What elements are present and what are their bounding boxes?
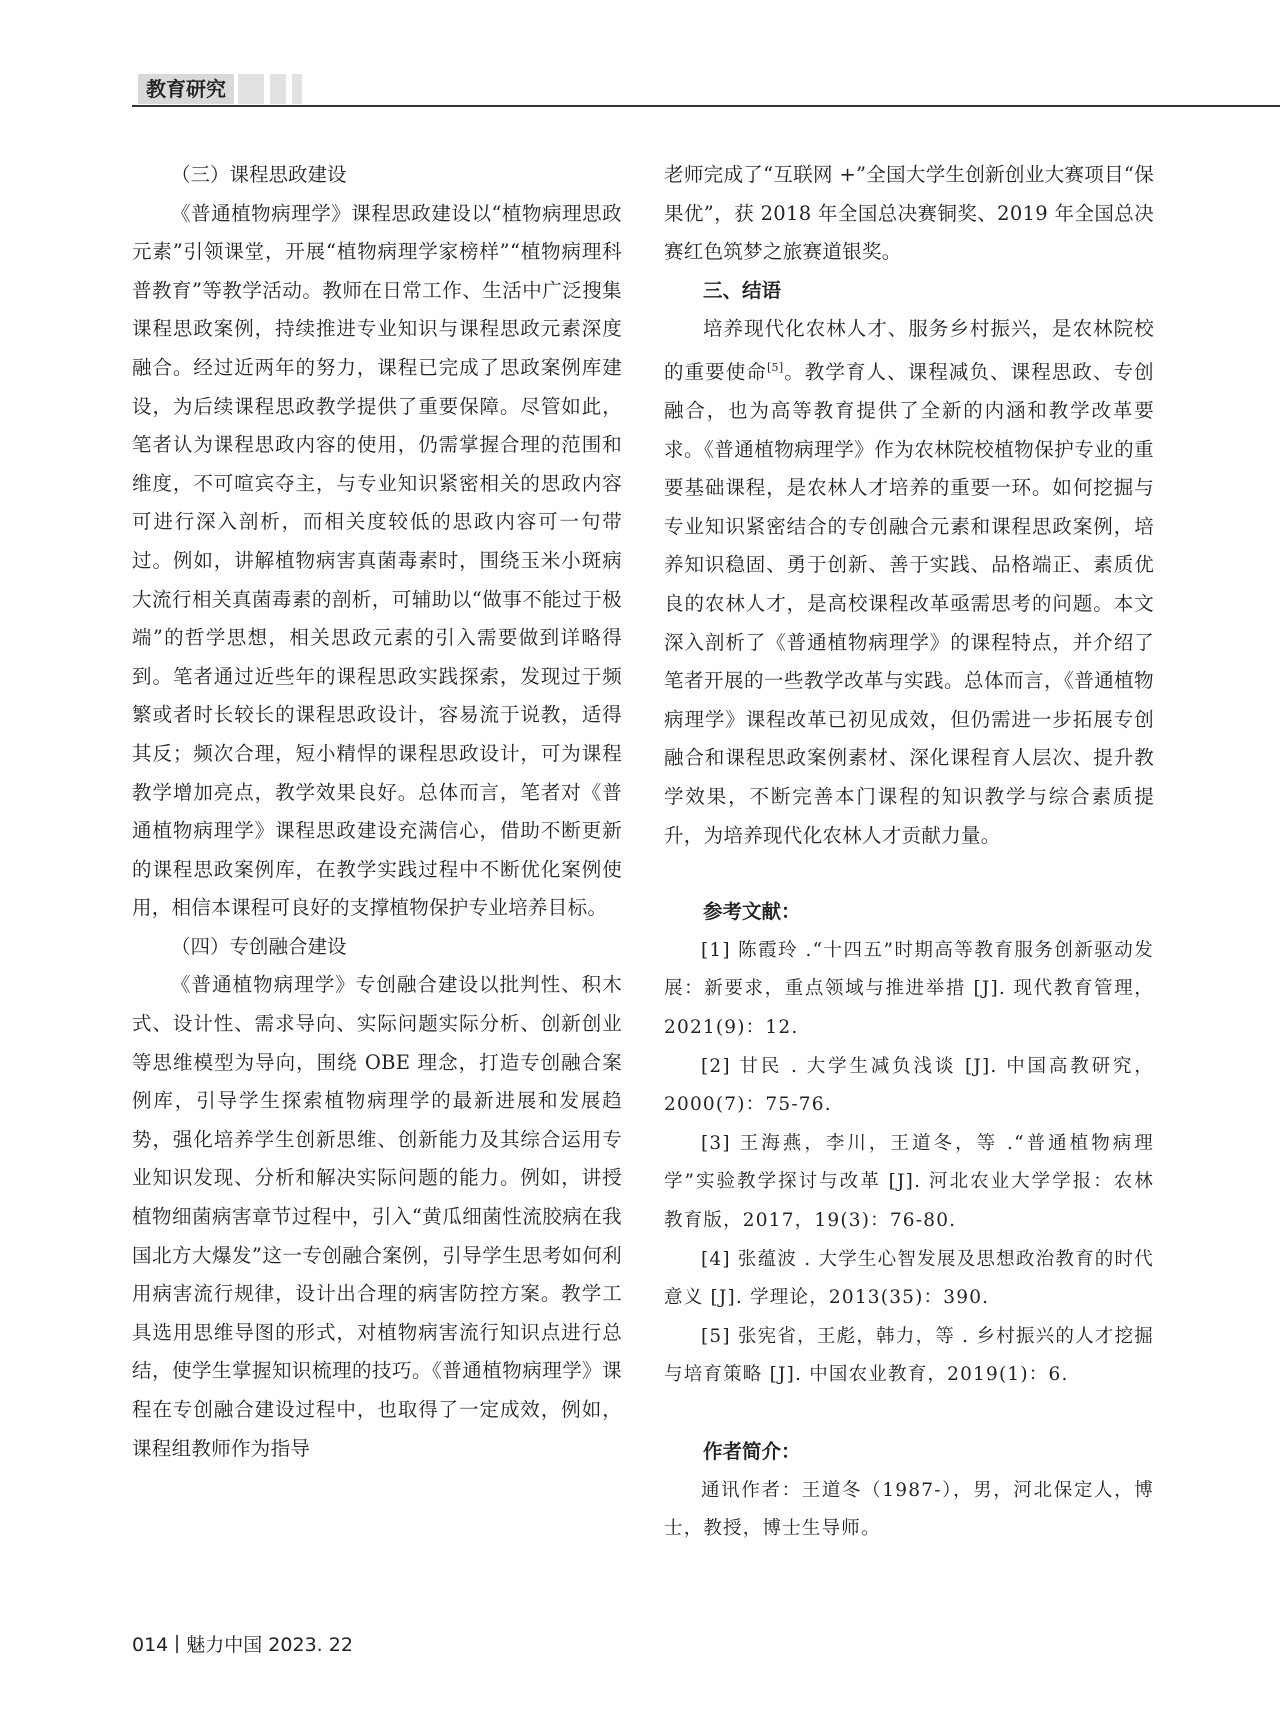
section-heading: （三）课程思政建设 [171, 163, 347, 186]
author-heading: 作者简介： [703, 1439, 801, 1463]
left-column [132, 156, 622, 1468]
reference-item: [2] 甘民 . 大学生减负浅谈 [J]. 中国高教研究，2000(7)：75-76. [664, 1055, 1154, 1116]
header-stripe [270, 74, 286, 104]
section-heading: （四）专创融合建设 [171, 934, 347, 958]
references-heading: 参考文献： [703, 900, 801, 924]
reference-item: [1] 陈霞玲 .“十四五”时期高等教育服务创新驱动发展：新要求，重点领域与推进举措 [J]. 现代教育管理，2021(9)：12. [664, 939, 1154, 1038]
body-paragraph: 《普通植物病理学》专创融合建设以批判性、积木式、设计性、需求导向、实际问题实际分析、创新创业等思维模型为导向，围绕 OBE 理念，打造专创融合案例库，引导学生探索植物病理学的最新进展和发展趋势，强化培养学生创新思维、创新能力及其综合运用专业知识发现、分析和解决实际问题的能力。例如，讲授植物细菌病害章节过程中，引入“黄瓜细菌性流胶病在我国北方大爆发”这一专创融合案例，引导学生思考如何利用病害流行规律，设计出合理的病害防控方案。教学工具选用思维导图的形式，对植物病害流行知识点进行总结，使学生掌握知识梳理的技巧。《普通植物病理学》课程在专创融合建设过程中，也取得了一定成效，例如，课程组教师作为指导 [132, 973, 622, 1460]
reference-item: [5] 张宪省，王彪，韩力，等 . 乡村振兴的人才挖掘与培育策略 [J]. 中国农业教育，2019(1)：6. [664, 1325, 1154, 1386]
body-paragraph: 老师完成了“互联网 +”全国大学生创新创业大赛项目“保果优”，获 2018 年全国总决赛铜奖、2019 年全国总决赛红色筑梦之旅赛道银奖。 [664, 163, 1154, 264]
header-stripe [292, 74, 302, 104]
spacer [664, 855, 1154, 893]
reference-item: [4] 张蕴波 . 大学生心智发展及思想政治教育的时代意义 [J]. 学理论，2013(35)：390. [664, 1248, 1154, 1309]
page-header [132, 70, 1280, 108]
author-info: 通讯作者：王道冬（1987-），男，河北保定人，博士，教授，博士生导师。 [664, 1479, 1154, 1540]
conclusion-heading: 三、结语 [703, 278, 782, 302]
section-label: 教育研究 [138, 74, 234, 104]
header-stripe [238, 74, 264, 104]
conclusion-paragraph [664, 310, 1154, 855]
body-paragraph: 《普通植物病理学》课程思政建设以“植物病理思政元素”引领课堂，开展“植物病理学家榜样”“植物病理科普教育”等教学活动。教师在日常工作、生活中广泛搜集课程思政案例，持续推进专业知识与课程思政元素深度融合。经过近两年的努力，课程已完成了思政案例库建设，为后续课程思政教学提供了重要保障。尽管如此，笔者认为课程思政内容的使用，仍需掌握合理的范围和维度，不可喧宾夺主，与专业知识紧密相关的思政内容可进行深入剖析，而相关度较低的思政内容可一句带过。例如，讲解植物病害真菌毒素时，围绕玉米小斑病大流行相关真菌毒素的剖析，可辅助以“做事不能过于极端”的哲学思想，相关思政元素的引入需要做到详略得到。笔者通过近些年的课程思政实践探索，发现过于频繁或者时长较长的课程思政设计，容易流于说教，适得其反；频次合理，短小精悍的课程思政设计，可为课程教学增加亮点，教学效果良好。总体而言，笔者对《普通植物病理学》课程思政建设充满信心，借助不断更新的课程思政案例库，在教学实践过程中不断优化案例使用，相信本课程可良好的支撑植物保护专业培养目标。 [132, 201, 622, 920]
right-column [664, 156, 1154, 1549]
page-footer [132, 1630, 353, 1657]
citation-mark: [5] [766, 360, 784, 374]
conclusion-text: 。教学育人、课程减负、课程思政、专创融合，也为高等教育提供了全新的内涵和教学改革要求。《普通植物病理学》作为农林院校植物保护专业的重要基础课程，是农林人才培养的重要一环。如何挖掘与专业知识紧密结合的专创融合元素和课程思政案例，培养知识稳固、勇于创新、善于实践、品格端正、素质优良的农林人才，是高校课程改革亟需思考的问题。本文深入剖析了《普通植物病理学》的课程特点，并介绍了笔者开展的一些教学改革与实践。总体而言，《普通植物病理学》课程改革已初见成效，但仍需进一步拓展专创融合和课程思政案例素材、深化课程育人层次、提升教学效果，不断完善本门课程的知识教学与综合素质提升，为培养现代化农林人才贡献力量。 [664, 360, 1154, 847]
conclusion-text: 培养现代化农林人才、服务乡村振兴，是农林院校的重要使命 [664, 317, 1154, 384]
journal-issue: 魅力中国 2023. 22 [186, 1634, 353, 1656]
footer-divider [176, 1635, 178, 1653]
reference-item: [3] 王海燕，李川，王道冬，等 .“普通植物病理学”实验教学探讨与改革 [J]. 河北农业大学学报：农林教育版，2017，19(3)：76-80. [664, 1132, 1154, 1231]
spacer [664, 1395, 1154, 1433]
page-number: 014 [132, 1634, 169, 1656]
header-rule [132, 105, 1280, 107]
